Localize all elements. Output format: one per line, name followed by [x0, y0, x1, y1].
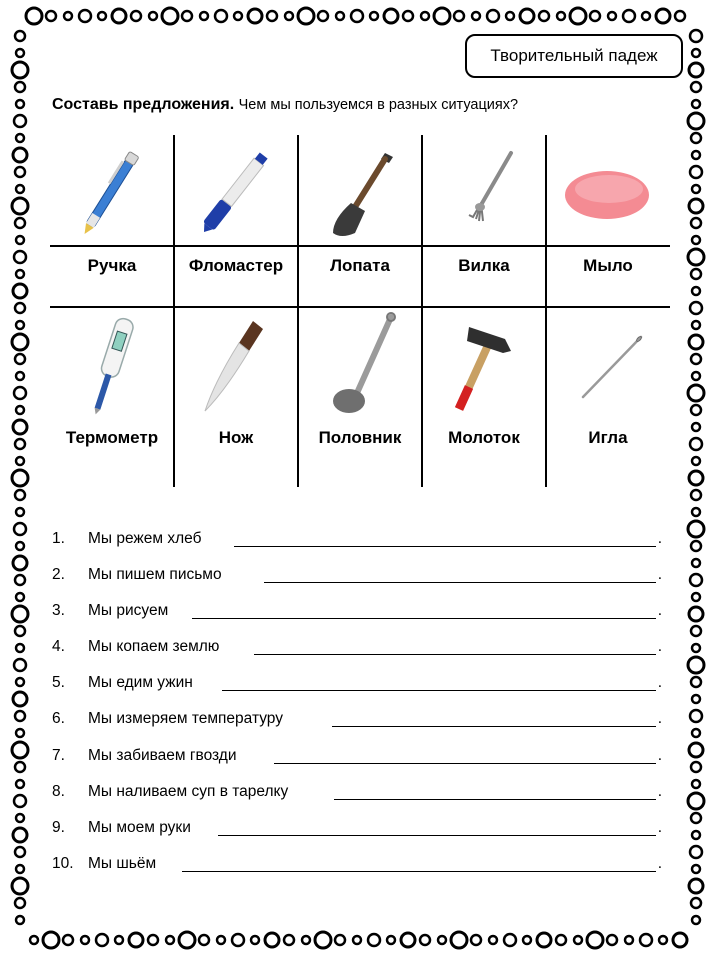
border-circle	[691, 677, 701, 687]
border-circle	[302, 936, 310, 944]
exercise-row	[52, 566, 662, 602]
answer-line[interactable]	[234, 546, 656, 547]
instruction-bold: Составь предложения.	[52, 96, 235, 113]
border-circle	[556, 935, 566, 945]
border-circle	[112, 9, 126, 23]
border-circle	[16, 457, 24, 465]
border-circle	[30, 936, 38, 944]
border-circle	[607, 935, 617, 945]
border-circle	[673, 933, 687, 947]
border-circle	[691, 133, 701, 143]
exercise-row	[52, 819, 662, 855]
border-circle	[200, 12, 208, 20]
border-circle	[129, 933, 143, 947]
border-circle	[454, 11, 464, 21]
border-circle	[689, 743, 703, 757]
border-circle	[692, 372, 700, 380]
border-circle	[675, 11, 685, 21]
border-circle	[16, 542, 24, 550]
border-circle	[199, 935, 209, 945]
border-circle	[642, 12, 650, 20]
exercise-prompt: Мы моем руки	[88, 818, 191, 836]
border-circle	[504, 934, 516, 946]
border-circle	[691, 762, 701, 772]
soap-icon	[546, 135, 670, 247]
border-circle	[692, 185, 700, 193]
answer-line[interactable]	[192, 618, 656, 619]
border-circle	[15, 898, 25, 908]
border-circle	[15, 303, 25, 313]
border-circle	[13, 420, 27, 434]
border-circle	[15, 762, 25, 772]
border-circle	[692, 831, 700, 839]
item-label: Нож	[218, 428, 254, 447]
exercise-row	[52, 530, 662, 566]
border-circle	[539, 11, 549, 21]
item-label: Лопата	[330, 256, 390, 275]
answer-line[interactable]	[332, 726, 656, 727]
border-circle	[690, 438, 702, 450]
line-end: .	[657, 566, 662, 584]
border-circle	[691, 354, 701, 364]
border-circle	[179, 932, 195, 948]
border-circle	[692, 644, 700, 652]
exercise-number: 5.	[52, 674, 65, 692]
line-end: .	[657, 782, 662, 800]
border-circle	[692, 508, 700, 516]
border-circle	[401, 933, 415, 947]
border-circle	[421, 12, 429, 20]
border-circle	[471, 935, 481, 945]
exercise-row	[52, 674, 662, 710]
border-circle	[285, 12, 293, 20]
border-circle	[16, 865, 24, 873]
border-circle	[691, 626, 701, 636]
border-circle	[659, 936, 667, 944]
border-circle	[656, 9, 670, 23]
border-circle	[12, 334, 28, 350]
border-circle	[162, 8, 178, 24]
exercise-row	[52, 783, 662, 819]
border-circle	[692, 695, 700, 703]
border-circle	[131, 11, 141, 21]
border-circle	[523, 936, 531, 944]
border-circle	[15, 847, 25, 857]
exercise-prompt: Мы наливаем суп в тарелку	[88, 782, 289, 800]
border-circle	[318, 11, 328, 21]
border-circle	[63, 935, 73, 945]
border-circle	[64, 12, 72, 20]
exercise-prompt: Мы измеряем температуру	[88, 710, 283, 728]
border-circle	[16, 916, 24, 924]
border-circle	[149, 12, 157, 20]
border-circle	[451, 932, 467, 948]
border-circle	[13, 284, 27, 298]
border-circle	[692, 729, 700, 737]
border-circle	[487, 10, 499, 22]
border-circle	[570, 8, 586, 24]
exercise-row	[52, 710, 662, 746]
border-circle	[15, 82, 25, 92]
border-circle	[689, 199, 703, 213]
border-circle	[12, 62, 28, 78]
border-circle	[587, 932, 603, 948]
border-circle	[284, 935, 294, 945]
border-circle	[16, 644, 24, 652]
border-circle	[692, 916, 700, 924]
border-circle	[15, 354, 25, 364]
line-end: .	[657, 818, 662, 836]
exercise-prompt: Мы едим ужин	[88, 674, 193, 692]
border-circle	[96, 934, 108, 946]
border-circle	[215, 10, 227, 22]
border-circle	[14, 387, 26, 399]
exercise-row	[52, 855, 662, 891]
border-circle	[79, 10, 91, 22]
border-circle	[15, 439, 25, 449]
border-circle	[688, 793, 704, 809]
border-circle	[520, 9, 534, 23]
border-circle	[336, 12, 344, 20]
line-end: .	[657, 602, 662, 620]
item-label: Мыло	[583, 256, 633, 275]
border-circle	[692, 236, 700, 244]
worksheet-title: Творительный падеж	[465, 34, 683, 78]
border-circle	[16, 814, 24, 822]
border-circle	[692, 593, 700, 601]
border-circle	[46, 11, 56, 21]
fork-icon	[422, 135, 546, 247]
line-end: .	[657, 530, 662, 547]
line-end: .	[657, 746, 662, 764]
border-circle	[690, 166, 702, 178]
border-circle	[351, 10, 363, 22]
border-circle	[692, 865, 700, 873]
answer-line[interactable]	[274, 763, 656, 764]
border-circle	[16, 185, 24, 193]
border-circle	[640, 934, 652, 946]
border-circle	[692, 287, 700, 295]
item-label: Ручка	[87, 256, 137, 275]
border-circle	[16, 508, 24, 516]
needle-icon	[546, 308, 670, 420]
border-circle	[13, 148, 27, 162]
border-circle	[14, 523, 26, 535]
tools-grid	[50, 135, 670, 487]
knife-icon	[174, 308, 298, 420]
exercise-number: 7.	[52, 746, 65, 764]
border-circle	[506, 12, 514, 20]
sentence-exercise-list	[52, 530, 662, 891]
thermometer-icon	[50, 308, 174, 420]
answer-line[interactable]	[218, 835, 656, 836]
border-circle	[438, 936, 446, 944]
border-circle	[26, 8, 42, 24]
border-circle	[688, 249, 704, 265]
border-circle	[370, 12, 378, 20]
border-circle	[13, 556, 27, 570]
border-circle	[16, 593, 24, 601]
border-circle	[265, 933, 279, 947]
border-circle	[353, 936, 361, 944]
exercise-number: 4.	[52, 638, 65, 656]
answer-line[interactable]	[222, 690, 656, 691]
line-end: .	[657, 710, 662, 728]
border-circle	[12, 606, 28, 622]
border-circle	[43, 932, 59, 948]
border-circle	[688, 521, 704, 537]
answer-line[interactable]	[334, 799, 656, 800]
border-circle	[689, 63, 703, 77]
exercise-prompt: Мы копаем землю	[88, 638, 220, 656]
border-circle	[691, 490, 701, 500]
border-circle	[15, 167, 25, 177]
border-circle	[691, 82, 701, 92]
border-circle	[298, 8, 314, 24]
border-circle	[691, 269, 701, 279]
answer-line[interactable]	[264, 582, 656, 583]
instruction-heading	[52, 96, 518, 114]
border-circle	[16, 729, 24, 737]
border-circle	[489, 936, 497, 944]
line-end: .	[657, 638, 662, 656]
border-circle	[420, 935, 430, 945]
border-circle	[16, 236, 24, 244]
exercise-number: 3.	[52, 602, 65, 620]
border-circle	[472, 12, 480, 20]
exercise-number: 6.	[52, 710, 65, 728]
border-circle	[608, 12, 616, 20]
border-circle	[15, 711, 25, 721]
border-circle	[12, 470, 28, 486]
exercise-prompt: Мы режем хлеб	[88, 530, 202, 547]
border-circle	[689, 335, 703, 349]
border-circle	[12, 198, 28, 214]
border-circle	[690, 846, 702, 858]
border-circle	[81, 936, 89, 944]
border-circle	[16, 270, 24, 278]
border-circle	[13, 692, 27, 706]
border-circle	[14, 659, 26, 671]
border-circle	[15, 218, 25, 228]
border-circle	[692, 49, 700, 57]
border-circle	[688, 113, 704, 129]
border-circle	[537, 933, 551, 947]
ladle-icon	[298, 308, 422, 420]
border-circle	[692, 423, 700, 431]
border-circle	[692, 457, 700, 465]
line-end: .	[657, 674, 662, 692]
border-circle	[16, 321, 24, 329]
border-circle	[689, 607, 703, 621]
exercise-prompt: Мы забиваем гвозди	[88, 746, 237, 764]
border-circle	[16, 406, 24, 414]
border-circle	[692, 321, 700, 329]
border-circle	[368, 934, 380, 946]
border-circle	[387, 936, 395, 944]
border-circle	[692, 559, 700, 567]
border-circle	[15, 626, 25, 636]
border-circle	[315, 932, 331, 948]
border-circle	[384, 9, 398, 23]
border-circle	[232, 934, 244, 946]
exercise-prompt: Мы пишем письмо	[88, 566, 222, 584]
border-circle	[16, 49, 24, 57]
border-circle	[166, 936, 174, 944]
exercise-prompt: Мы рисуем	[88, 602, 169, 620]
border-circle	[16, 100, 24, 108]
border-circle	[16, 134, 24, 142]
border-circle	[14, 795, 26, 807]
instruction-text: Чем мы пользуемся в разных ситуациях?	[238, 97, 519, 113]
border-circle	[434, 8, 450, 24]
exercise-number: 9.	[52, 818, 65, 836]
border-circle	[182, 11, 192, 21]
border-circle	[115, 936, 123, 944]
hammer-icon	[422, 308, 546, 420]
border-circle	[335, 935, 345, 945]
border-circle	[14, 115, 26, 127]
item-label: Игла	[588, 428, 628, 447]
border-circle	[690, 710, 702, 722]
item-label: Фломастер	[188, 256, 284, 275]
border-circle	[403, 11, 413, 21]
line-end: .	[657, 854, 662, 872]
exercise-prompt: Мы шьём	[88, 854, 157, 872]
exercise-row	[52, 638, 662, 674]
border-circle	[15, 575, 25, 585]
border-circle	[16, 372, 24, 380]
pen-icon	[50, 135, 174, 247]
border-circle	[15, 490, 25, 500]
border-circle	[690, 574, 702, 586]
border-circle	[13, 828, 27, 842]
border-circle	[689, 879, 703, 893]
exercise-number: 1.	[52, 530, 65, 547]
border-circle	[688, 657, 704, 673]
exercise-row	[52, 747, 662, 783]
border-circle	[590, 11, 600, 21]
border-circle	[15, 31, 25, 41]
border-circle	[234, 12, 242, 20]
answer-line[interactable]	[254, 654, 656, 655]
item-label: Термометр	[65, 428, 159, 447]
border-circle	[12, 878, 28, 894]
border-circle	[623, 10, 635, 22]
border-circle	[691, 405, 701, 415]
border-circle	[557, 12, 565, 20]
border-circle	[692, 151, 700, 159]
border-circle	[14, 251, 26, 263]
item-label: Половник	[318, 428, 402, 447]
border-circle	[217, 936, 225, 944]
border-circle	[16, 780, 24, 788]
border-circle	[689, 471, 703, 485]
shovel-icon	[298, 135, 422, 247]
border-circle	[692, 780, 700, 788]
border-circle	[248, 9, 262, 23]
exercise-number: 2.	[52, 566, 65, 584]
border-circle	[691, 541, 701, 551]
border-circle	[574, 936, 582, 944]
exercise-row	[52, 602, 662, 638]
border-circle	[690, 30, 702, 42]
border-circle	[688, 385, 704, 401]
border-circle	[12, 742, 28, 758]
border-circle	[625, 936, 633, 944]
exercise-number: 10.	[52, 854, 74, 872]
border-circle	[691, 898, 701, 908]
border-circle	[98, 12, 106, 20]
border-circle	[692, 100, 700, 108]
border-circle	[148, 935, 158, 945]
exercise-number: 8.	[52, 782, 65, 800]
border-circle	[267, 11, 277, 21]
border-circle	[690, 302, 702, 314]
item-label: Вилка	[458, 256, 510, 275]
border-circle	[691, 218, 701, 228]
answer-line[interactable]	[182, 871, 656, 872]
border-circle	[251, 936, 259, 944]
border-circle	[691, 813, 701, 823]
item-label: Молоток	[448, 428, 520, 447]
border-circle	[16, 678, 24, 686]
marker-icon	[174, 135, 298, 247]
